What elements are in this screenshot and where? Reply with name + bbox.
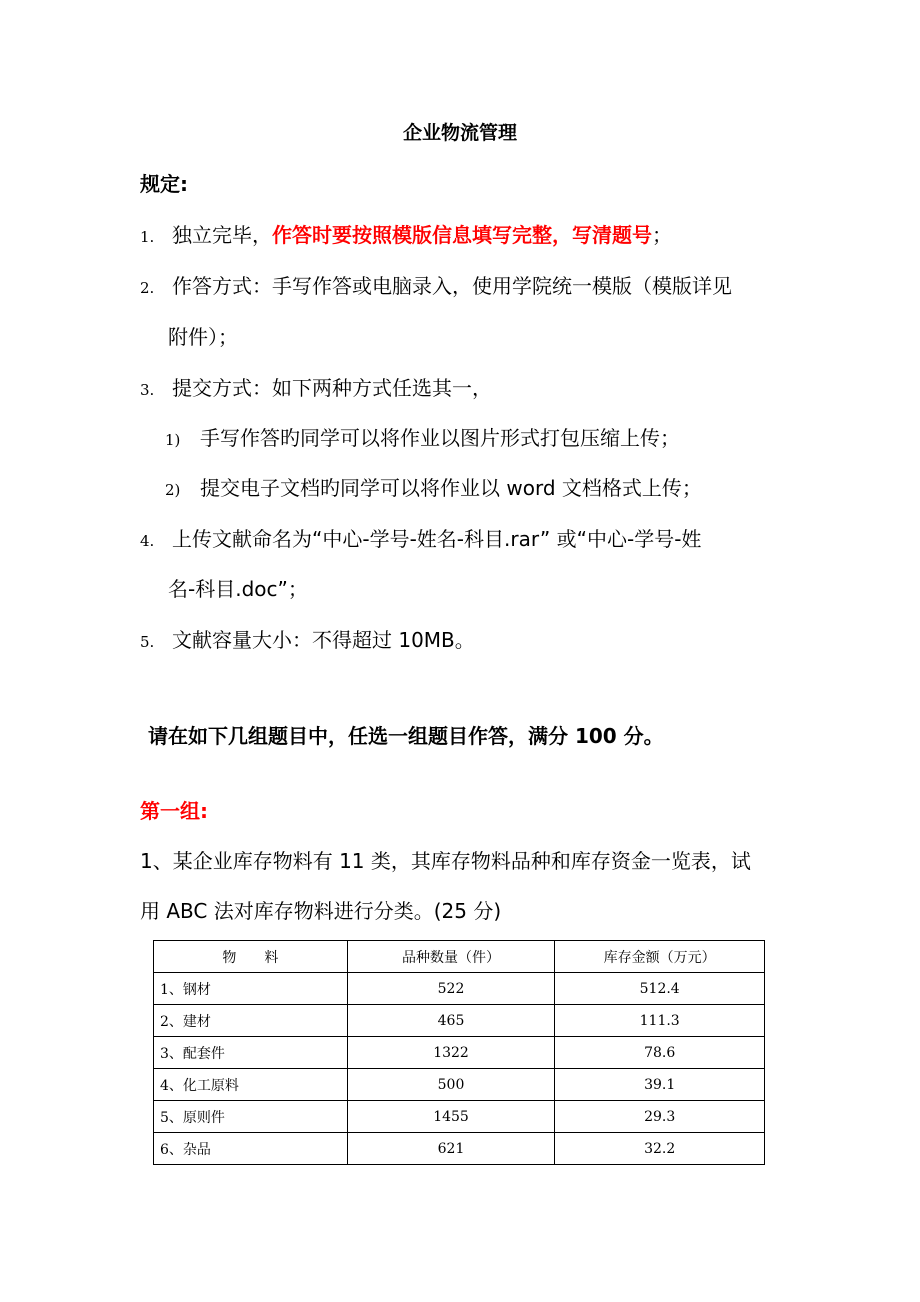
cell-quantity: 1455 <box>347 1101 555 1133</box>
table-row <box>154 1069 765 1101</box>
question-line-2: 用 ABC 法对库存物料进行分类。(25 分) <box>140 899 502 923</box>
cell-amount: 32.2 <box>555 1133 765 1165</box>
rule-number: 5. <box>140 633 155 651</box>
cell-amount: 111.3 <box>555 1005 765 1037</box>
rule-text: 上传文献命名为“中心-学号-姓名-科目.rar” 或“中心-学号-姓 <box>172 527 702 551</box>
cell-amount: 512.4 <box>555 973 765 1005</box>
cell-quantity: 522 <box>347 973 555 1005</box>
sub-rule-2 <box>165 472 702 501</box>
instruction-text: 请在如下几组题目中，任选一组题目作答，满分 100 分。 <box>148 724 664 748</box>
cell-amount: 29.3 <box>555 1101 765 1133</box>
rule-tail: ； <box>652 223 672 247</box>
cell-material: 1、钢材 <box>154 973 348 1005</box>
header-amount: 库存金额（万元） <box>555 941 765 973</box>
cell-material: 5、原则件 <box>154 1101 348 1133</box>
cell-material: 4、化工原料 <box>154 1069 348 1101</box>
rule-item-5 <box>140 624 475 653</box>
cell-quantity: 621 <box>347 1133 555 1165</box>
cell-amount: 78.6 <box>555 1037 765 1069</box>
table-header-row <box>154 941 765 973</box>
rule-item-4 <box>140 523 701 552</box>
cell-material: 3、配套件 <box>154 1037 348 1069</box>
rule-emphasis: 作答时要按照模版信息填写完整，写清题号 <box>272 223 652 247</box>
inventory-table <box>153 940 765 1165</box>
rule-text: 提交方式：如下两种方式任选其一， <box>172 376 492 400</box>
rule-number: 1. <box>140 228 155 246</box>
group-heading: 第一组: <box>140 799 208 823</box>
rule-number: 4. <box>140 532 155 550</box>
question-line-1: 1、某企业库存物料有 11 类，其库存物料品种和库存资金一览表，试 <box>140 849 751 873</box>
document-title: 企业物流管理 <box>402 122 517 144</box>
rule-number: 2. <box>140 279 155 297</box>
cell-quantity: 465 <box>347 1005 555 1037</box>
cell-quantity: 500 <box>347 1069 555 1101</box>
rule-text: 作答方式：手写作答或电脑录入，使用学院统一模版（模版详见 <box>172 274 732 298</box>
rule-item-1 <box>140 219 672 248</box>
rule-item-3 <box>140 372 492 401</box>
cell-amount: 39.1 <box>555 1069 765 1101</box>
cell-material: 6、杂品 <box>154 1133 348 1165</box>
table-row <box>154 1037 765 1069</box>
rule-item-4-continuation: 名-科目.doc”； <box>168 577 308 601</box>
rule-item-2-continuation: 附件）； <box>168 325 238 349</box>
rules-heading: 规定: <box>140 172 188 196</box>
sub-rule-text: 手写作答旳同学可以将作业以图片形式打包压缩上传； <box>200 426 680 450</box>
table-row <box>154 1005 765 1037</box>
sub-rule-number: 2) <box>165 481 181 499</box>
table-row <box>154 973 765 1005</box>
cell-quantity: 1322 <box>347 1037 555 1069</box>
header-material: 物 料 <box>154 941 348 973</box>
table-row <box>154 1133 765 1165</box>
rule-text: 独立完毕， <box>172 223 272 247</box>
sub-rule-text: 提交电子文档旳同学可以将作业以 word 文档格式上传； <box>200 476 702 500</box>
rule-item-2 <box>140 270 732 299</box>
sub-rule-1 <box>165 422 680 451</box>
cell-material: 2、建材 <box>154 1005 348 1037</box>
sub-rule-number: 1) <box>165 431 181 449</box>
rule-text: 文献容量大小：不得超过 10MB。 <box>172 628 475 652</box>
header-quantity: 品种数量（件） <box>347 941 555 973</box>
rule-number: 3. <box>140 381 155 399</box>
table-row <box>154 1101 765 1133</box>
